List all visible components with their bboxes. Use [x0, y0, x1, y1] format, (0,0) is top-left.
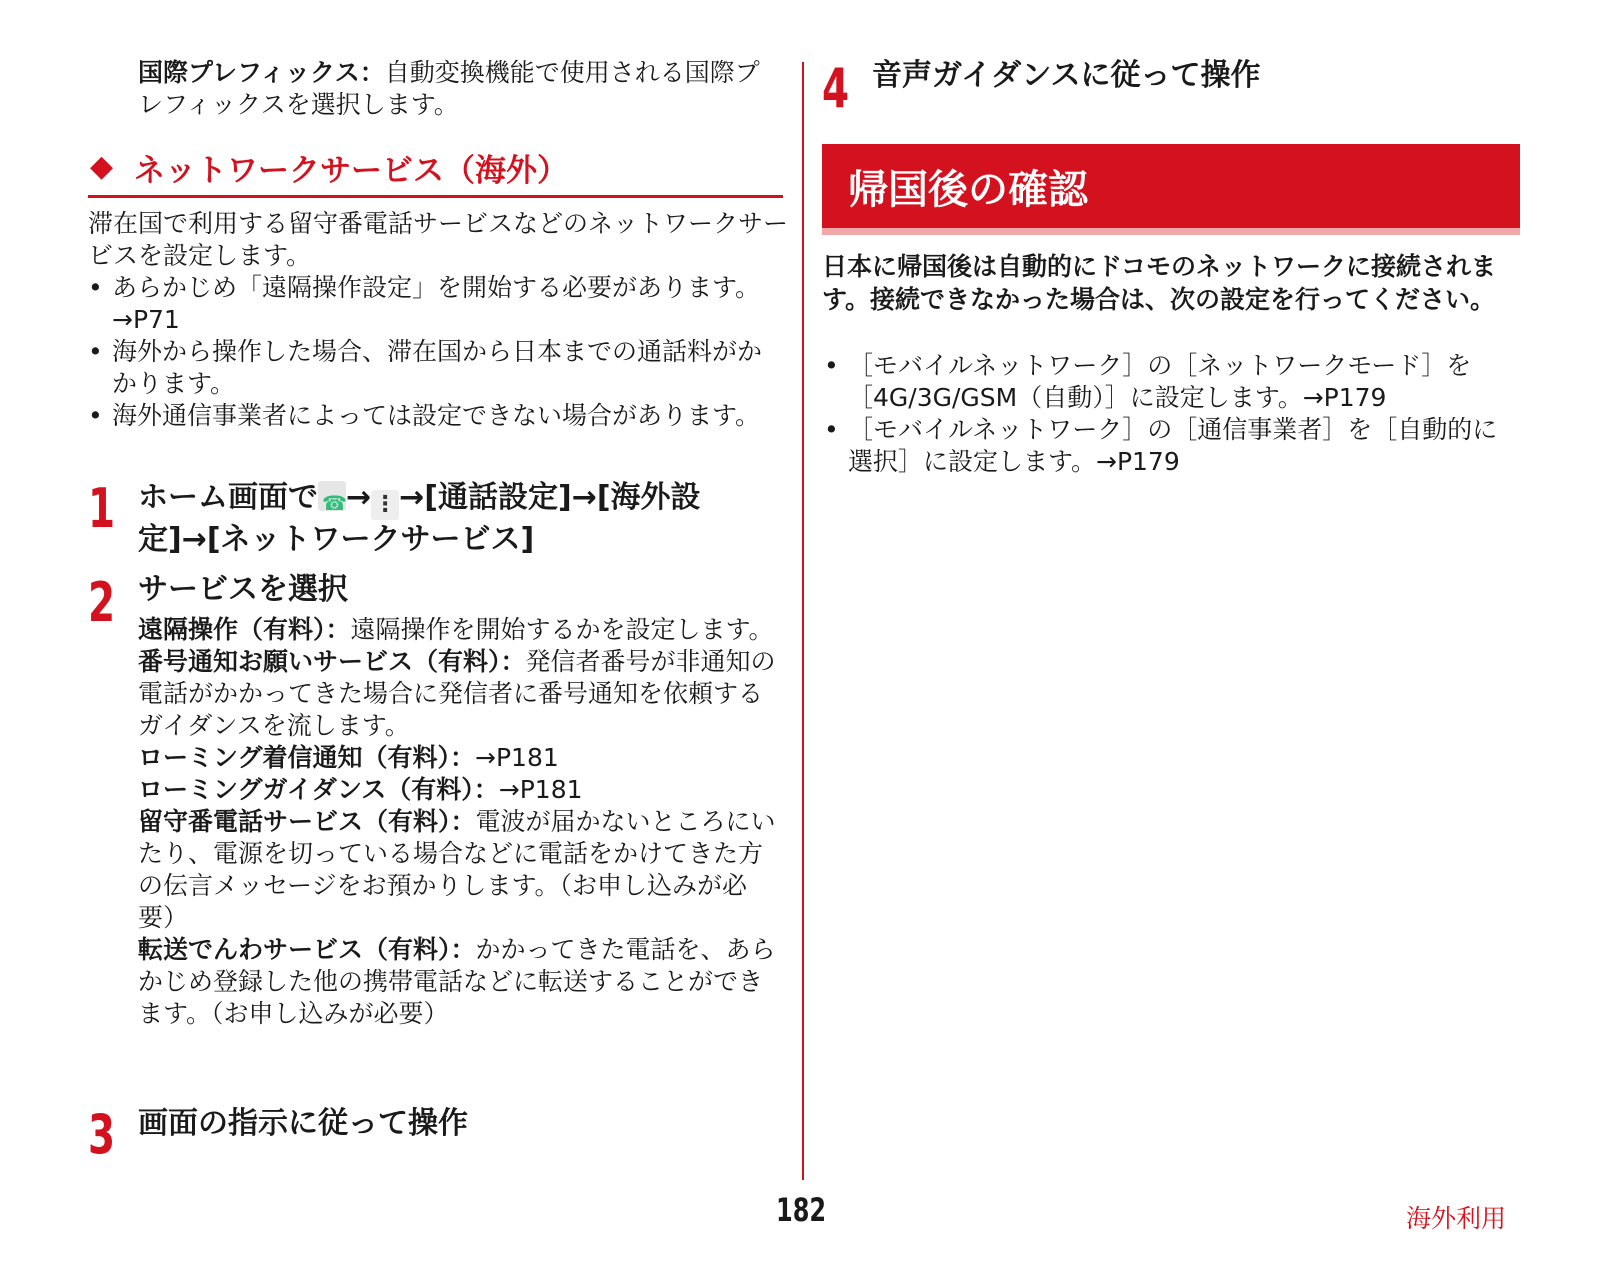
section-title: ネットワークサービス（海外） [134, 153, 568, 189]
step-3-text: 画面の指示に従って操作 [138, 1106, 468, 1141]
page-number: 182 [776, 1191, 827, 1229]
section-bullets [88, 272, 783, 432]
service-term: ローミング着信通知（有料）： [138, 743, 476, 772]
service-definitions [138, 614, 783, 1030]
intro-term: 国際プレフィックス： [138, 58, 385, 87]
service-item [138, 614, 783, 646]
service-term: 遠隔操作（有料）： [138, 615, 351, 644]
phone-icon [318, 481, 346, 511]
banner-shadow [822, 228, 1520, 235]
service-desc: →P181 [475, 743, 559, 772]
service-term: 留守番電話サービス（有料）： [138, 807, 476, 836]
step-1-arrow: → [346, 480, 372, 515]
service-item [138, 774, 783, 806]
service-desc: 電波が届かないところにいたり、電源を切っている場合などに電話をかけてきた方の伝言メッセージをお預かりします。（お申し込みが必要） [138, 807, 776, 932]
service-item [138, 742, 783, 774]
intro-definition [138, 57, 778, 121]
step-2-text: サービスを選択 [138, 572, 348, 607]
service-desc: 発信者番号が非通知の電話がかかってきた場合に発信者に番号通知を依頼するガイダンスを流します。 [138, 647, 776, 740]
service-item [138, 806, 783, 934]
return-section-title: 帰国後の確認 [848, 167, 1088, 213]
step-number-2: 2 [88, 571, 116, 634]
section-heading [88, 145, 783, 198]
intro-desc: 自動変換機能で使用される国際プレフィックスを選択します。 [138, 58, 760, 119]
step-number-3: 3 [88, 1103, 116, 1166]
service-term: ローミングガイダンス（有料）： [138, 775, 499, 804]
service-term: 番号通知お願いサービス（有料）： [138, 647, 526, 676]
step-number-4: 4 [822, 57, 850, 120]
chapter-label: 海外利用 [1406, 1204, 1507, 1233]
bullet-item: • ［モバイルネットワーク］の［ネットワークモード］を［4G/3G/GSM（自動）］に設定します。→P179 [822, 350, 1520, 414]
step-4-text: 音声ガイダンスに従って操作 [872, 58, 1261, 93]
bullet-item: • 海外通信事業者によっては設定できない場合があります。 [88, 400, 783, 432]
service-item [138, 934, 783, 1030]
return-section-banner [822, 144, 1520, 228]
column-divider [802, 62, 804, 1180]
menu-icon: ⋮ [371, 490, 399, 520]
bullet-item: • 海外から操作した場合、滞在国から日本までの通話料がかかります。 [88, 336, 783, 400]
bullet-item: • ［モバイルネットワーク］の［通信事業者］を［自動的に選択］に設定します。→P179 [822, 414, 1520, 478]
bullet-item: • あらかじめ「遠隔操作設定」を開始する必要があります。→P71 [88, 272, 783, 336]
service-desc: →P181 [498, 775, 583, 804]
return-section-description: 日本に帰国後は自動的にドコモのネットワークに接続されます。接続できなかった場合は、次の設定を行ってください。 [822, 252, 1497, 314]
step-1-part1: ホーム画面で [138, 480, 318, 515]
service-desc: 遠隔操作を開始するかを設定します。 [350, 615, 774, 644]
service-desc: かかってきた電話を、あらかじめ登録した他の携帯電話などに転送することができます。（お申し込みが必要） [138, 935, 776, 1028]
step-number-1: 1 [88, 477, 116, 540]
step-1-part2: →[通話設定]→[海外設定]→[ネットワークサービス] [138, 480, 701, 557]
section-description: 滞在国で利用する留守番電話サービスなどのネットワークサービスを設定します。 [88, 209, 789, 270]
service-item [138, 646, 783, 742]
return-section-bullets [822, 350, 1520, 478]
diamond-icon: ◆ [90, 149, 114, 184]
step-1-text [138, 478, 778, 560]
service-term: 転送でんわサービス（有料）： [138, 935, 476, 964]
